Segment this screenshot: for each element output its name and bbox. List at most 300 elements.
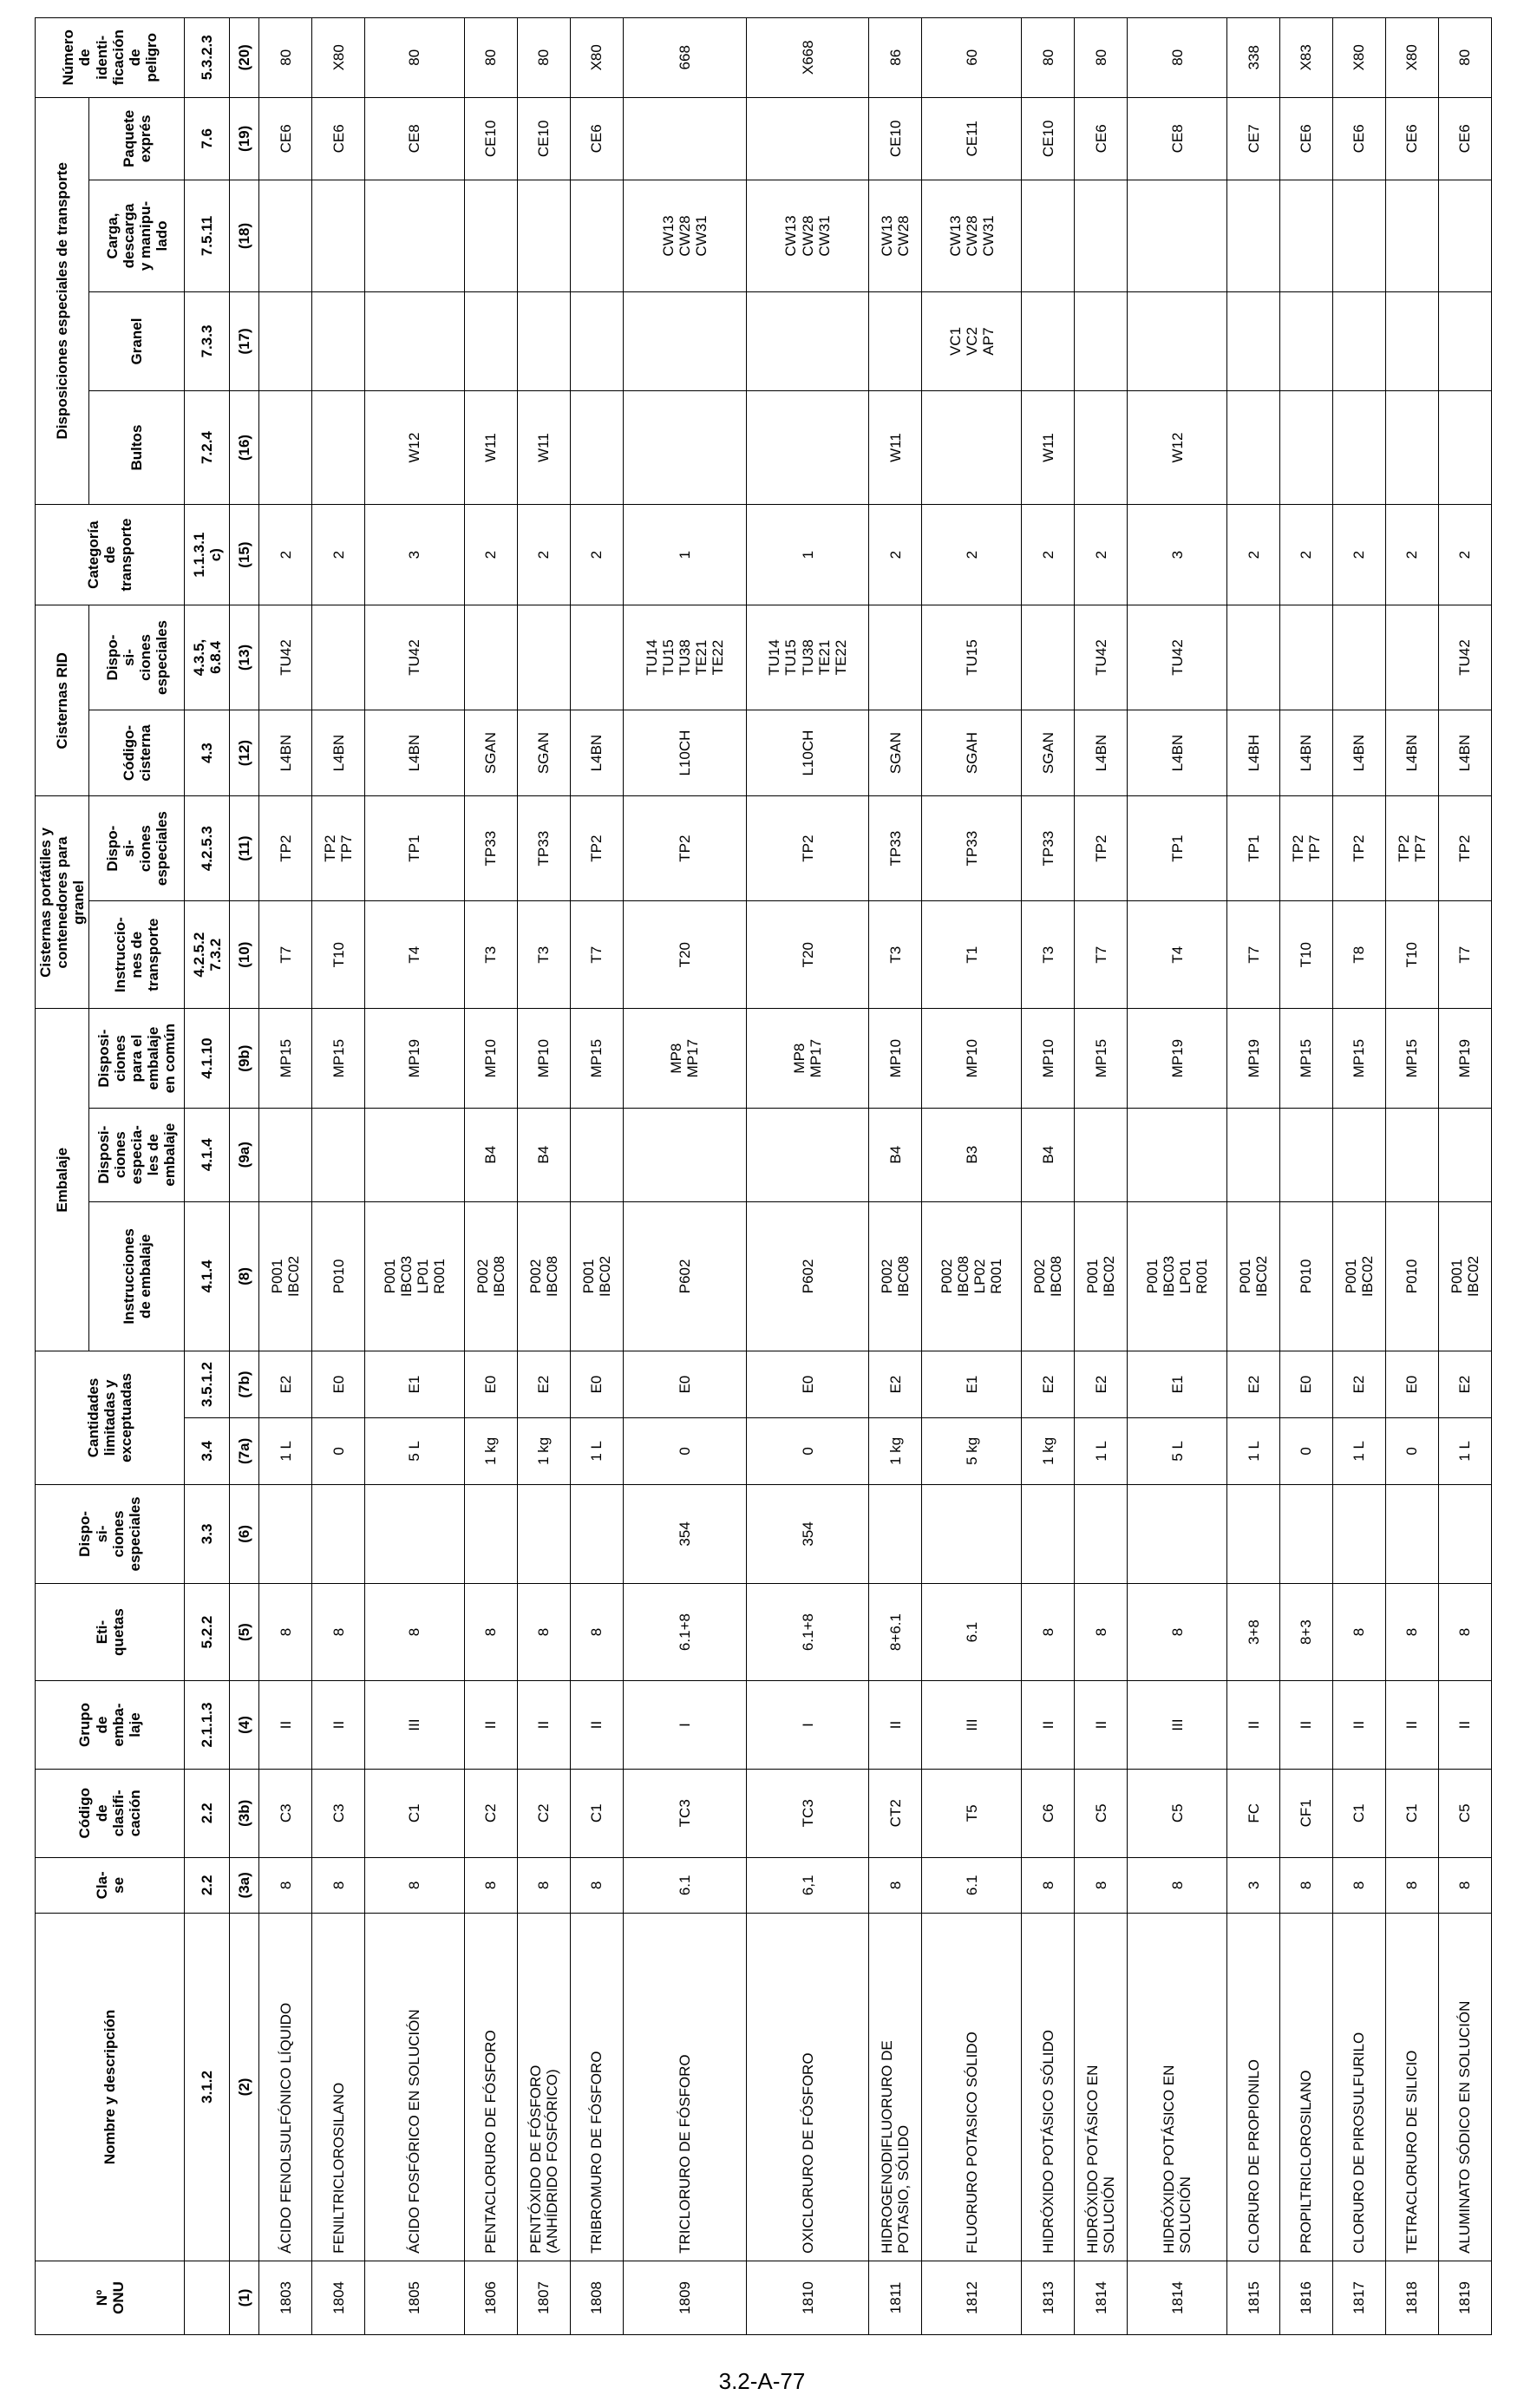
table-cell: 2 [1332,504,1385,605]
table-cell: 1 L [1438,1417,1491,1484]
table-cell [1385,391,1438,505]
header-grupo: Grupo de emba- laje [36,1681,185,1770]
header-embalaje: Embalaje [36,1009,89,1351]
un-number-cell: 1819 [1438,2261,1491,2334]
table-cell: T7 [1075,900,1128,1009]
table-cell: 8 [1022,1583,1075,1680]
header-codigo-cisterna: Código- cisterna [89,710,185,796]
table-row [464,18,517,2335]
table-cell [1128,291,1227,390]
un-number-cell: 1805 [365,2261,465,2334]
table-cell: P001 IBC03 LP01 R001 [1128,1201,1227,1351]
reference-cell: 3.1.2 [185,1914,230,2261]
header-numero-peligro: Número de identi- ficación de peligro [36,18,185,98]
table-cell: E2 [259,1351,312,1418]
reference-cell: 7.5.11 [185,180,230,292]
table-cell: P010 [312,1201,365,1351]
table-cell: TP2 [259,796,312,900]
table-cell: SGAN [869,710,922,796]
table-cell: 1 kg [1022,1417,1075,1484]
reference-cell: 7.2.4 [185,391,230,505]
table-cell: P001 IBC02 [1227,1201,1280,1351]
table-cell: 8 [1385,1583,1438,1680]
table-cell [312,1108,365,1201]
table-cell [517,1484,570,1583]
table-cell: TP2 [1075,796,1128,900]
table-cell: CE7 [1227,97,1280,180]
table-cell: CE10 [1022,97,1075,180]
reference-cell [185,2261,230,2334]
table-cell: E2 [869,1351,922,1418]
table-cell: W11 [517,391,570,505]
table-row [623,18,746,2335]
table-cell: MP10 [517,1009,570,1108]
table-cell [623,1108,746,1201]
table-cell: 2 [1385,504,1438,605]
table-cell: 8 [1438,1857,1491,1913]
table-cell [464,1484,517,1583]
table-cell: L4BN [259,710,312,796]
table-cell: 3 [365,504,465,605]
table-cell: MP8 MP17 [623,1009,746,1108]
table-cell [869,1484,922,1583]
substance-name-cell: PROPILTRICLOROSILANO [1280,1914,1333,2261]
table-cell: E2 [1227,1351,1280,1418]
table-cell [259,291,312,390]
table-cell: 2 [517,504,570,605]
table-cell: P001 IBC02 [259,1201,312,1351]
un-number-cell: 1812 [922,2261,1022,2334]
table-cell: L4BN [1280,710,1333,796]
reference-cell: 4.3.5, 6.8.4 [185,605,230,710]
column-number-cell: (2) [230,1914,259,2261]
table-cell [1332,1484,1385,1583]
table-cell: II [312,1681,365,1770]
table-cell: 80 [1075,18,1128,98]
table-cell [365,1484,465,1583]
table-cell: E0 [464,1351,517,1418]
table-cell [1385,1108,1438,1201]
table-cell: 8 [1438,1583,1491,1680]
table-cell [1075,1484,1128,1583]
column-number-cell: (3a) [230,1857,259,1913]
table-cell [1280,605,1333,710]
table-cell: TP2 [623,796,746,900]
table-cell: X83 [1280,18,1333,98]
table-row [1438,18,1491,2335]
table-row [517,18,570,2335]
table-cell: P002 IBC08 [464,1201,517,1351]
table-cell [1438,1484,1491,1583]
table-cell: E0 [1385,1351,1438,1418]
table-cell: 0 [623,1417,746,1484]
table-cell [259,180,312,292]
table-cell: 1 L [1227,1417,1280,1484]
table-cell: C2 [464,1769,517,1857]
table-cell [922,1484,1022,1583]
table-cell: TU14 TU15 TU38 TE21 TE22 [746,605,869,710]
table-cell: CE6 [259,97,312,180]
table-cell: TP2 TP7 [1280,796,1333,900]
table-cell [1227,180,1280,292]
table-cell: CE6 [1438,97,1491,180]
table-cell: MP10 [922,1009,1022,1108]
table-cell: 0 [1385,1417,1438,1484]
table-cell [1438,1108,1491,1201]
table-cell: T10 [1385,900,1438,1009]
table-cell: SGAH [922,710,1022,796]
column-number-cell: (6) [230,1484,259,1583]
table-cell [1385,180,1438,292]
table-cell: C2 [517,1769,570,1857]
substance-name-cell: CLORURO DE PIROSULFURILO [1332,1914,1385,2261]
table-cell: P001 IBC03 LP01 R001 [365,1201,465,1351]
table-cell [312,291,365,390]
table-cell: 8 [312,1583,365,1680]
un-number-cell: 1814 [1128,2261,1227,2334]
table-cell: 1 [623,504,746,605]
substance-name-cell: FENILTRICLOROSILANO [312,1914,365,2261]
column-number-cell: (1) [230,2261,259,2334]
table-cell: T7 [1227,900,1280,1009]
table-cell [1227,605,1280,710]
table-cell [365,1108,465,1201]
substance-name-cell: PENTÓXIDO DE FÓSFORO (ANHÍDRIDO FOSFÓRICO) [517,1914,570,2261]
table-cell [1022,1484,1075,1583]
table-cell: 8 [570,1857,623,1913]
table-cell [746,391,869,505]
table-cell: B4 [517,1108,570,1201]
header-cisternas-rid: Cisternas RID [36,605,89,796]
table-cell: T4 [365,900,465,1009]
column-number-cell: (12) [230,710,259,796]
table-cell: X80 [1332,18,1385,98]
table-cell [1022,605,1075,710]
table-cell [464,291,517,390]
reference-cell: 2.1.1.3 [185,1681,230,1770]
table-cell [1022,180,1075,292]
table-cell: CE11 [922,97,1022,180]
table-cell: L4BN [1438,710,1491,796]
table-cell: B4 [869,1108,922,1201]
table-cell: 2 [259,504,312,605]
un-number-cell: 1808 [570,2261,623,2334]
table-cell [312,391,365,505]
un-number-cell: 1816 [1280,2261,1333,2334]
table-cell: CE8 [1128,97,1227,180]
table-cell: E1 [365,1351,465,1418]
table-cell: X80 [1385,18,1438,98]
column-number-cell: (18) [230,180,259,292]
un-number-cell: 1813 [1022,2261,1075,2334]
table-cell [1385,291,1438,390]
column-number-cell: (7b) [230,1351,259,1418]
table-cell [259,391,312,505]
table-cell: E0 [312,1351,365,1418]
table-cell: P002 IBC08 [1022,1201,1075,1351]
table-cell: 2 [1022,504,1075,605]
table-cell [570,391,623,505]
table-cell [464,180,517,292]
table-cell [570,605,623,710]
table-cell: T7 [1438,900,1491,1009]
table-cell: 0 [1280,1417,1333,1484]
table-cell: W12 [1128,391,1227,505]
table-cell [570,180,623,292]
page-number: 3.2-A-77 [718,2368,806,2394]
table-cell: 60 [922,18,1022,98]
table-cell: II [259,1681,312,1770]
table-cell [1075,291,1128,390]
substance-name-cell: PENTACLORURO DE FÓSFORO [464,1914,517,2261]
table-cell: L4BH [1227,710,1280,796]
header-codigo: Código de clasifi- cación [36,1769,185,1857]
table-cell: T3 [517,900,570,1009]
reference-cell: 4.3 [185,710,230,796]
table-cell: L4BN [1075,710,1128,796]
reference-cell: 4.1.10 [185,1009,230,1108]
header-disp-embalaje-comun: Disposi- ciones para el embalaje en común [89,1009,185,1108]
reference-cell: 4.2.5.3 [185,796,230,900]
table-cell: 1 L [259,1417,312,1484]
column-number-cell: (15) [230,504,259,605]
table-cell: 1 kg [517,1417,570,1484]
table-cell [746,97,869,180]
table-cell: CT2 [869,1769,922,1857]
table-cell: 2 [312,504,365,605]
reference-cell: 4.2.5.2 7.3.2 [185,900,230,1009]
column-number-cell: (8) [230,1201,259,1351]
table-cell: 8 [464,1583,517,1680]
table-cell [1332,391,1385,505]
table-cell: 80 [259,18,312,98]
table-cell: VC1 VC2 AP7 [922,291,1022,390]
table-cell: TC3 [746,1769,869,1857]
table-cell: 8+6.1 [869,1583,922,1680]
table-cell: P010 [1385,1201,1438,1351]
table-cell: MP15 [312,1009,365,1108]
table-cell: 8 [1128,1857,1227,1913]
table-cell: SGAN [464,710,517,796]
table-cell: E2 [1075,1351,1128,1418]
table-cell: CE10 [517,97,570,180]
table-cell: CE6 [1075,97,1128,180]
table-cell: T3 [464,900,517,1009]
column-number-cell: (10) [230,900,259,1009]
reference-cell: 2.2 [185,1769,230,1857]
column-number-row [230,18,259,2335]
table-cell: II [464,1681,517,1770]
table-cell [922,391,1022,505]
reference-row [185,18,230,2335]
table-cell: CE6 [1385,97,1438,180]
table-cell: MP19 [1128,1009,1227,1108]
table-row [259,18,312,2335]
table-cell: 8 [570,1583,623,1680]
table-cell: L10CH [623,710,746,796]
table-cell [1438,391,1491,505]
table-cell: SGAN [1022,710,1075,796]
table-cell: MP10 [464,1009,517,1108]
table-cell: 80 [1022,18,1075,98]
table-cell [869,605,922,710]
table-cell: CE10 [869,97,922,180]
table-row [1022,18,1075,2335]
table-cell: 354 [746,1484,869,1583]
column-number-cell: (20) [230,18,259,98]
table-cell: TP33 [869,796,922,900]
header-carga: Carga, descarga y manipu- lado [89,180,185,292]
table-cell [1128,1108,1227,1201]
table-cell: TP2 [746,796,869,900]
table-cell: 5 L [1128,1417,1227,1484]
column-number-cell: (16) [230,391,259,505]
table-row [1128,18,1227,2335]
table-cell: C1 [1385,1769,1438,1857]
table-cell: MP10 [869,1009,922,1108]
table-cell [570,291,623,390]
table-cell: 8 [365,1857,465,1913]
un-number-cell: 1809 [623,2261,746,2334]
table-cell: MP15 [1075,1009,1128,1108]
table-cell [1280,180,1333,292]
table-cell: 354 [623,1484,746,1583]
table-cell: T7 [259,900,312,1009]
table-cell: TP2 [1438,796,1491,900]
table-cell: E0 [746,1351,869,1418]
table-row [1332,18,1385,2335]
header-instrucciones-embalaje: Instrucciones de embalaje [89,1201,185,1351]
table-cell: 6.1+8 [746,1583,869,1680]
substance-name-cell: HIDROGENODIFLUORURO DE POTASIO, SÓLIDO [869,1914,922,2261]
table-cell: T7 [570,900,623,1009]
table-cell: II [1438,1681,1491,1770]
table-cell: C1 [570,1769,623,1857]
table-cell [1438,291,1491,390]
reference-cell: 5.2.2 [185,1583,230,1680]
column-number-cell: (11) [230,796,259,900]
table-cell: MP19 [1227,1009,1280,1108]
un-number-cell: 1807 [517,2261,570,2334]
table-cell [464,605,517,710]
table-cell: 2 [570,504,623,605]
table-cell: C1 [365,1769,465,1857]
table-cell [1332,1108,1385,1201]
table-cell [623,97,746,180]
table-cell: 8+3 [1280,1583,1333,1680]
table-cell: T8 [1332,900,1385,1009]
table-cell: MP8 MP17 [746,1009,869,1108]
un-number-cell: 1811 [869,2261,922,2334]
table-cell: 2 [922,504,1022,605]
table-cell: TP2 TP7 [312,796,365,900]
table-cell [1227,1108,1280,1201]
table-cell [1227,291,1280,390]
table-cell: P001 IBC02 [1075,1201,1128,1351]
table-cell [570,1484,623,1583]
table-cell: CE8 [365,97,465,180]
table-cell: P602 [746,1201,869,1351]
table-cell: L4BN [1385,710,1438,796]
table-cell: L10CH [746,710,869,796]
header-name: Nombre y descripción [36,1914,185,2261]
header-disp-especiales-transporte: Disposiciones especiales de transporte [36,97,89,504]
table-cell: C5 [1438,1769,1491,1857]
table-cell: TP33 [922,796,1022,900]
table-cell: 1 kg [869,1417,922,1484]
table-cell: P602 [623,1201,746,1351]
table-cell: 2 [1227,504,1280,605]
table-cell: TU42 [259,605,312,710]
table-cell: 6.1+8 [623,1583,746,1680]
table-cell [312,1484,365,1583]
table-cell: 8 [1385,1857,1438,1913]
table-cell [517,605,570,710]
substance-name-cell: TRICLORURO DE FÓSFORO [623,1914,746,2261]
table-cell: TP33 [464,796,517,900]
table-cell: TU42 [1438,605,1491,710]
un-number-cell: 1815 [1227,2261,1280,2334]
table-cell [1438,180,1491,292]
table-cell [1128,1484,1227,1583]
un-number-cell: 1817 [1332,2261,1385,2334]
un-number-cell: 1818 [1385,2261,1438,2334]
table-cell: C3 [259,1769,312,1857]
table-cell: CE6 [1280,97,1333,180]
table-cell: 8 [1022,1857,1075,1913]
table-cell: T5 [922,1769,1022,1857]
table-cell: P001 IBC02 [570,1201,623,1351]
table-cell: TP1 [365,796,465,900]
table-cell [517,180,570,292]
substance-name-cell: TETRACLORURO DE SILICIO [1385,1914,1438,2261]
table-cell: W11 [869,391,922,505]
table-cell: 5 kg [922,1417,1022,1484]
table-cell: W12 [365,391,465,505]
table-cell: T10 [312,900,365,1009]
table-cell: 8 [1332,1583,1385,1680]
table-cell: CE6 [312,97,365,180]
table-cell: TP33 [1022,796,1075,900]
substance-name-cell: HIDRÓXIDO POTÁSICO SÓLIDO [1022,1914,1075,2261]
table-cell [1022,291,1075,390]
table-cell: 6.1 [922,1583,1022,1680]
reference-cell: 3.5.1.2 [185,1351,230,1418]
table-cell: 80 [1128,18,1227,98]
table-cell [1332,605,1385,710]
table-cell: TU42 [365,605,465,710]
table-cell: 80 [1438,18,1491,98]
table-row [365,18,465,2335]
table-cell: C3 [312,1769,365,1857]
table-cell [365,180,465,292]
table-cell: X668 [746,18,869,98]
table-cell: T3 [869,900,922,1009]
table-cell [1332,291,1385,390]
table-cell [312,605,365,710]
table-cell: MP15 [1280,1009,1333,1108]
header-cisternas-portatiles: Cisternas portátiles y contenedores para granel [36,796,89,1009]
table-cell: TP2 [570,796,623,900]
table-cell: P002 IBC08 LP02 R001 [922,1201,1022,1351]
header-categoria-transporte: Categoría de transporte [36,504,185,605]
table-body [259,18,1492,2335]
table-cell: II [1227,1681,1280,1770]
table-cell [312,180,365,292]
table-cell [1075,180,1128,292]
table-cell: I [623,1681,746,1770]
substance-name-cell: TRIBROMURO DE FÓSFORO [570,1914,623,2261]
